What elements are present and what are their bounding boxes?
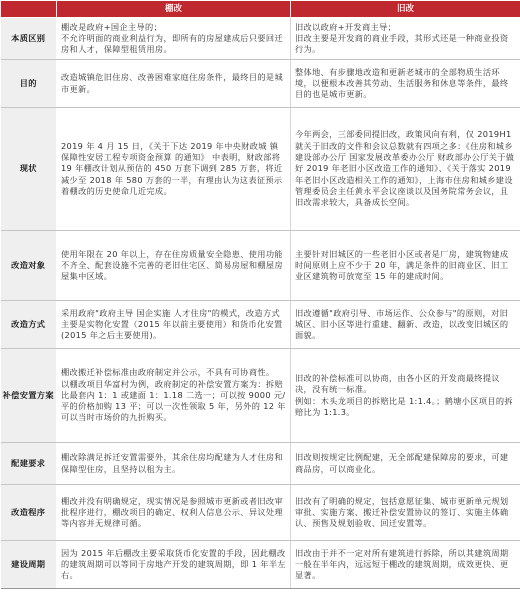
jiu-gai-cell: 主要针对旧城区的一些老旧小区或者是厂房，建筑物建成时间原则上应不少于 20 年，满足条件的旧商业区、旧工业区建筑物可放宽至 15 年的建成时间。 <box>291 231 520 301</box>
row-label: 改造方式 <box>1 301 57 349</box>
table-row <box>1 18 520 60</box>
table-row <box>1 60 520 108</box>
row-label: 补偿安置方案 <box>1 349 57 443</box>
row-label: 建设周期 <box>1 541 57 589</box>
header-jiu-gai: 旧改 <box>291 1 520 18</box>
table-row <box>1 541 520 589</box>
shen-gai-cell: 棚改搬迁补偿标准由政府制定并公示，不具有可协商性。 以棚改项目华富村为例，政府制定的补偿安置方案为：拆赔比最套内 1：1 或建面 1：1.18 二选一；可以按 9000 元/平的价格加购 13 平；可以一次性领取 5 年，另外的 12 年可以当时市场价的九折购买。 <box>57 349 291 443</box>
jiu-gai-cell: 旧改的补偿标准可以协商，由各小区的开发商最终提议决，没有统一标准。 例如：木头龙项目的拆赔比是 1:1.4。；鹤塘小区项目的拆赔比为 1:1.3。 <box>291 349 520 443</box>
jiu-gai-cell: 整体地、有步骤地改造和更新老城市的全部物质生活环境，以便根本改善其劳动、生活服务和休息等条件，最终目的也是城市更新。 <box>291 60 520 108</box>
shen-gai-cell: 棚改是政府+国企主导的； 不允许明面的商业利益行为，即所有的房屋建成后只要回迁房和人才，保障型租赁用房。 <box>57 18 291 60</box>
jiu-gai-cell: 旧改遵循"政府引导、市场运作、公众参与"的原则，对旧城区、旧小区等进行重建、翻新、改造，以改变旧城区的面貌。 <box>291 301 520 349</box>
jiu-gai-cell: 旧改有了明确的规定，包括意愿征集、城市更新单元规划审批、实施方案、搬迁补偿安置协议的签订、实施主体确认、预售及规划验收、回迁安置等。 <box>291 485 520 541</box>
table-row <box>1 301 520 349</box>
table-row <box>1 108 520 231</box>
table-header <box>1 1 520 18</box>
table-row <box>1 231 520 301</box>
jiu-gai-cell: 旧改由于并不一定对所有建筑进行拆除，所以其建筑周期一般在半年内，远远短于棚改的建筑周期，成效更快、更显著。 <box>291 541 520 589</box>
header-blank <box>1 1 57 18</box>
table-row <box>1 349 520 443</box>
shen-gai-cell: 因为 2015 年后棚改主要采取货币化安置的手段，因此棚改的建筑周期可以等同于房地产开发的建筑周期，即 1 年半左右。 <box>57 541 291 589</box>
row-label: 改造对象 <box>1 231 57 301</box>
row-label: 现状 <box>1 108 57 231</box>
row-label: 改造程序 <box>1 485 57 541</box>
row-label: 目的 <box>1 60 57 108</box>
jiu-gai-cell: 旧改则按规定比例配建，无全部配建保障房的要求，可建商品房，可以商业化。 <box>291 443 520 485</box>
jiu-gai-cell: 今年两会，三部委同提旧改，政策风向有利，仅 2019H1 就关于旧改的文件和会议总数就有四项之多：《住房和城乡建设部办公厅 国家发展改革委办公厅 财政部办公厅关于做好 2019 年老旧小区改造工作的通知》、《关于落实 2019 年老旧小区改造相关工作的通知》，上海市住房和城乡建设管理委员会主任黄永平会议座谈以及国务院常务会议，且旧改需求较大，具备成长空间。 <box>291 108 520 231</box>
table-row <box>1 443 520 485</box>
row-label: 配建要求 <box>1 443 57 485</box>
shen-gai-cell: 2019 年 4 月 15 日，《关于下达 2019 年中央财政城 镇保障性安居工程专项资金预算 的通知》 中表明，财政部将 19 年棚改计划从预估的 450 万套下调到 285 万套，将近减少至 2018 年 580 万套的一半，有理由认为这表征预示着棚改的历史使命几近完成。 <box>57 108 291 231</box>
table-row <box>1 485 520 541</box>
shen-gai-cell: 棚改并没有明确规定，现实情况是参照城市更新或者旧改审批程序进行，棚改项目的确定、权利人信息公示、异议处理等内容并无规律可循。 <box>57 485 291 541</box>
shen-gai-cell: 使用年限在 20 年以上，存在住房质量安全隐患、使用功能不齐全、配套设施不完善的老旧住宅区、简易房屋和棚屋房屋集中区域。 <box>57 231 291 301</box>
row-label: 本质区别 <box>1 18 57 60</box>
jiu-gai-cell: 旧改以政府+开发商主导； 旧改主要是开发商的商业手段，其形式还是一种商业投资行为。 <box>291 18 520 60</box>
shen-gai-cell: 采用政府"政府主导 国企实施 人才住房"的模式，改造方式主要是实物化安置（2015 年以前主要使用）和货币化安置(2015 年之后主要使用)。 <box>57 301 291 349</box>
shen-gai-cell: 改造城镇危旧住房、改善困难家庭住房条件，最终目的是城市更新。 <box>57 60 291 108</box>
shen-gai-cell: 棚改除满足拆迁安置需要外，其余住房均配建为人才住房和保障型住房，且坚持以租为主。 <box>57 443 291 485</box>
header-shen-gai: 棚改 <box>57 1 291 18</box>
